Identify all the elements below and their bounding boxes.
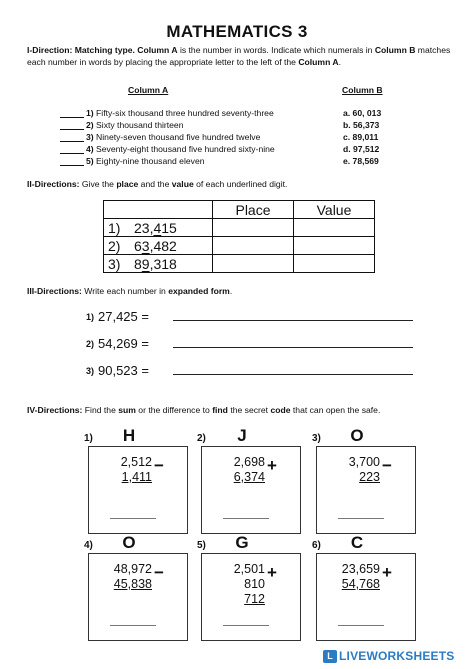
- section2-value-word: value: [171, 179, 194, 189]
- answer-line[interactable]: [110, 625, 156, 626]
- table-cell-place-answer[interactable]: [213, 255, 294, 273]
- page-title: MATHEMATICS 3: [166, 22, 308, 41]
- section4-sum: sum: [118, 405, 136, 415]
- section4-code: code: [270, 405, 291, 415]
- problem-number: 2): [197, 433, 206, 444]
- table-cell-number: [104, 237, 213, 255]
- table-header-row: [104, 201, 375, 219]
- number-in-words: Fifty-six thousand three hundred seventy-three: [96, 108, 274, 118]
- number-part: 23,: [134, 219, 154, 236]
- operand: 223: [359, 470, 380, 484]
- item-number: 2): [86, 120, 94, 130]
- number-part: 6: [134, 237, 142, 254]
- calculation: [108, 455, 152, 485]
- problem-number: 4): [84, 540, 93, 551]
- item-number: 1): [86, 312, 95, 322]
- operand: 45,838: [113, 577, 152, 591]
- code-letter: H: [122, 426, 136, 445]
- numeral-option: c. 89,011: [343, 132, 379, 142]
- number-in-words: Seventy-eight thousand five hundred sixty-nine: [96, 144, 275, 154]
- column-a-header: Column A: [128, 85, 169, 95]
- number-in-words: Ninety-seven thousand five hundred twelve: [96, 132, 261, 142]
- matching-item: [60, 120, 450, 130]
- row-number: 3): [108, 255, 121, 272]
- section1-text1: is the number in words. Indicate which numerals in: [177, 45, 373, 55]
- operand: 48,972: [113, 562, 152, 576]
- code-letter: O: [122, 533, 136, 552]
- operand: 810: [244, 577, 265, 591]
- row-number: 1): [108, 219, 121, 236]
- number-part: 8: [134, 255, 142, 272]
- table-cell-number: [104, 255, 213, 273]
- code-letter: C: [350, 533, 364, 552]
- number-part: ,318: [149, 255, 177, 272]
- section2-label: II-Directions:: [27, 179, 80, 189]
- answer-line[interactable]: [173, 374, 413, 375]
- number-part: 15: [161, 219, 177, 236]
- place-value-table: [103, 200, 375, 273]
- problem-number: 5): [197, 540, 206, 551]
- answer-line[interactable]: [110, 518, 156, 519]
- numeral-option: e. 78,569: [343, 156, 379, 166]
- calculation: [108, 562, 152, 592]
- answer-blank[interactable]: [60, 157, 84, 166]
- section2-directions: [27, 178, 452, 190]
- expanded-form-number: 54,269 =: [98, 336, 149, 351]
- matching-item: [60, 132, 450, 142]
- section1-label: I-Direction: Matching type.: [27, 45, 135, 55]
- item-number: 5): [86, 156, 94, 166]
- liveworksheets-brand: LIVEWORKSHEETS: [339, 649, 455, 663]
- plus-sign: +: [382, 563, 392, 582]
- code-letter: J: [237, 426, 247, 445]
- table-row: [104, 237, 375, 255]
- numeral-option: b. 56,373: [343, 120, 380, 130]
- column-a-ref: Column A: [137, 45, 178, 55]
- item-number: 1): [86, 108, 94, 118]
- section2-text2: and the: [138, 179, 172, 189]
- number-in-words: Sixty thousand thirteen: [96, 120, 184, 130]
- section2-place-word: place: [116, 179, 139, 189]
- problem-number: 6): [312, 540, 321, 551]
- problem-number: 1): [84, 433, 93, 444]
- operand: 2,698: [233, 455, 265, 469]
- minus-sign: −: [154, 456, 164, 475]
- section3-text1: Write each number in: [81, 286, 169, 296]
- code-letter: G: [235, 533, 249, 552]
- table-cell-value-answer[interactable]: [294, 219, 375, 237]
- section1-directions: [27, 44, 452, 69]
- number-in-words: Eighty-nine thousand eleven: [96, 156, 205, 166]
- table-header-value: Value: [294, 201, 375, 219]
- section1-text2: matches each number in words by placing the appropriate letter to the left of the: [27, 45, 451, 68]
- underlined-digit: 3: [141, 237, 150, 254]
- answer-blank[interactable]: [60, 133, 84, 142]
- answer-blank[interactable]: [60, 121, 84, 130]
- operand: 23,659: [341, 562, 380, 576]
- calculation: [221, 455, 265, 485]
- underlined-digit: 9: [141, 255, 150, 272]
- operand: 2,512: [120, 455, 152, 469]
- answer-line[interactable]: [173, 347, 413, 348]
- answer-line[interactable]: [338, 625, 384, 626]
- operand: 6,374: [233, 470, 265, 484]
- underlined-digit: 4: [153, 219, 162, 236]
- section4-text2: or the difference to: [135, 405, 213, 415]
- answer-line[interactable]: [173, 320, 413, 321]
- plus-sign: +: [267, 456, 277, 475]
- liveworksheets-logo-icon: L: [323, 650, 337, 663]
- answer-line[interactable]: [223, 518, 269, 519]
- answer-line[interactable]: [223, 625, 269, 626]
- section4-find: find: [212, 405, 228, 415]
- calculation: [336, 455, 380, 485]
- expanded-form-number: 27,425 =: [98, 309, 149, 324]
- table-cell-value-answer[interactable]: [294, 237, 375, 255]
- section3-directions: [27, 285, 452, 297]
- section4-text1: Find the: [82, 405, 119, 415]
- table-header-blank: [104, 201, 213, 219]
- matching-item: [60, 156, 450, 166]
- table-cell-place-answer[interactable]: [213, 219, 294, 237]
- operand: 3,700: [348, 455, 380, 469]
- section3-text2: .: [229, 286, 233, 296]
- section3-expanded-form: expanded form: [168, 286, 230, 296]
- table-cell-place-answer[interactable]: [213, 237, 294, 255]
- calculation: [336, 562, 380, 592]
- answer-blank[interactable]: [60, 109, 84, 118]
- answer-line[interactable]: [338, 518, 384, 519]
- section4-text4: that can open the safe.: [290, 405, 381, 415]
- section3-label: III-Directions:: [27, 286, 82, 296]
- table-row: [104, 255, 375, 273]
- minus-sign: −: [382, 456, 392, 475]
- numeral-option: a. 60, 013: [343, 108, 382, 118]
- table-cell-number: [104, 219, 213, 237]
- problem-number: 3): [312, 433, 321, 444]
- minus-sign: −: [154, 563, 164, 582]
- section4-label: IV-Directions:: [27, 405, 83, 415]
- expanded-form-number: 90,523 =: [98, 363, 149, 378]
- column-b-header: Column B: [342, 85, 383, 95]
- item-number: 2): [86, 339, 95, 349]
- column-a-ref-2: Column A: [298, 57, 339, 68]
- table-header-place: Place: [213, 201, 294, 219]
- operand: 2,501: [233, 562, 265, 576]
- operand: 712: [244, 592, 265, 606]
- column-b-ref: Column B: [374, 45, 416, 55]
- section4-directions: [27, 404, 452, 416]
- section2-text1: Give the: [79, 179, 117, 189]
- table-cell-value-answer[interactable]: [294, 255, 375, 273]
- operand: 1,411: [121, 470, 152, 484]
- code-letter: O: [350, 426, 364, 445]
- calculation: [221, 562, 265, 607]
- operand: 54,768: [341, 577, 380, 591]
- numeral-option: d. 97,512: [343, 144, 380, 154]
- section1-text3: .: [338, 57, 341, 68]
- item-number: 4): [86, 144, 94, 154]
- answer-blank[interactable]: [60, 145, 84, 154]
- number-part: ,482: [149, 237, 177, 254]
- item-number: 3): [86, 366, 95, 376]
- item-number: 3): [86, 132, 94, 142]
- plus-sign: +: [267, 563, 277, 582]
- table-row: [104, 219, 375, 237]
- matching-item: [60, 144, 450, 154]
- section2-text3: of each underlined digit.: [193, 179, 288, 189]
- row-number: 2): [108, 237, 121, 254]
- matching-item: [60, 108, 450, 118]
- section4-text3: the secret: [227, 405, 271, 415]
